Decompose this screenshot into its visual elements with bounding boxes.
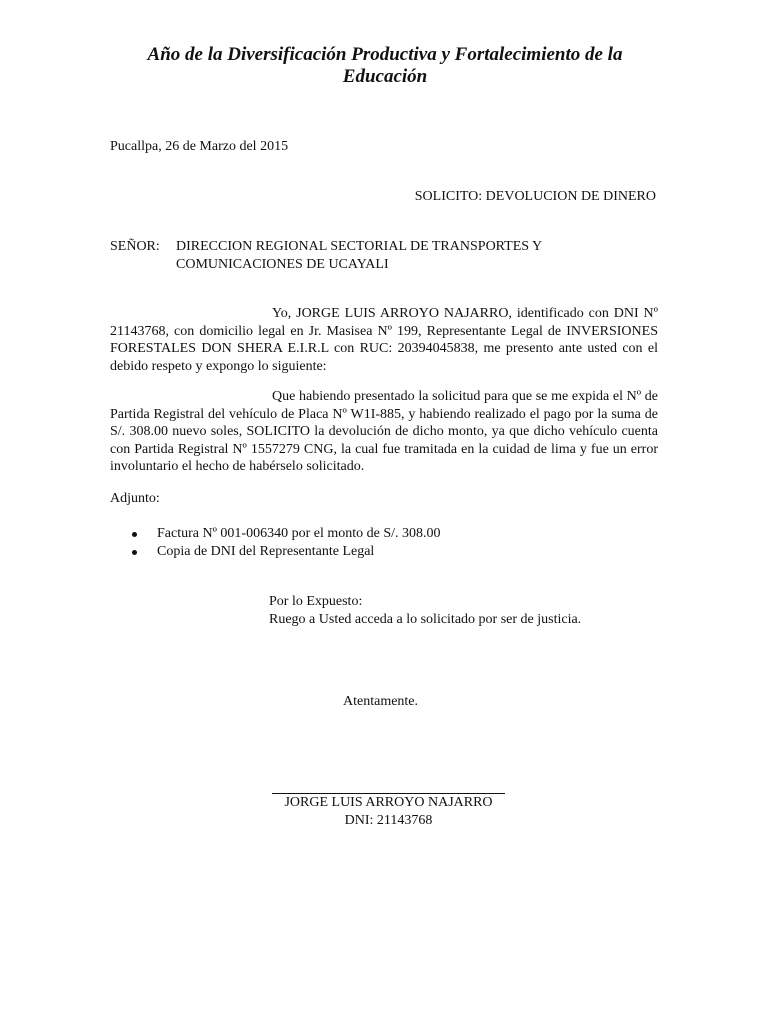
- closing-line-2: Ruego a Usted acceda a lo solicitado por ser de justicia.: [269, 612, 582, 627]
- addressee-label: SEÑOR:: [110, 239, 160, 254]
- bullet-icon: [132, 550, 137, 555]
- addressee-name-line-2: COMUNICACIONES DE UCAYALI: [176, 257, 389, 272]
- addressee-block: [110, 238, 670, 274]
- attachment-text: Factura Nº 001-006340 por el monto de S/. 308.00: [157, 526, 441, 541]
- closing-line-1: Por lo Expuesto:: [269, 594, 363, 609]
- signature-name: JORGE LUIS ARROYO NAJARRO: [284, 795, 493, 810]
- addressee-name-line-1: DIRECCION REGIONAL SECTORIAL DE TRANSPORTES Y: [176, 239, 543, 254]
- document-motto: [100, 44, 670, 88]
- subject-line: SOLICITO: DEVOLUCION DE DINERO: [414, 189, 656, 204]
- signature-dni: DNI: 21143768: [344, 813, 433, 828]
- bullet-icon: [132, 532, 137, 537]
- motto-line-1: Año de la Diversificación Productiva y Fortalecimiento de la: [147, 44, 623, 65]
- paragraph-request-text: Que habiendo presentado la solicitud para que se me expida el Nº de Partida Registral del vehículo de Placa Nº W1I-885, y habiendo realizado el pago por la suma de S/. 308.00 nuevo soles, SOLICITO la devolución de dicho monto, ya que dicho vehículo cuenta con Partida Registral Nº 1557279 CNG, la cual fue tramitada en la cuidad de lima y fue un error involuntario el hecho de habérselo solicitado.: [110, 389, 658, 474]
- paragraph-request: [110, 388, 658, 476]
- paragraph-introduction-text: Yo, JORGE LUIS ARROYO NAJARRO, identificado con DNI Nº 21143768, con domicilio legal en Jr. Masisea Nº 199, Representante Legal de INVERSIONES FORESTALES DON SHERA E.I.R.L con RUC: 20394045838, me presento ante usted con el debido respeto y expongo lo siguiente:: [110, 306, 658, 374]
- addressee-line-1: [110, 238, 670, 256]
- attachments-list: [110, 525, 441, 561]
- regards-text: Atentamente.: [343, 694, 419, 709]
- motto-line-2: Educación: [342, 66, 428, 87]
- list-item: [110, 543, 441, 561]
- closing-block: [269, 593, 581, 629]
- place-date: Pucallpa, 26 de Marzo del 2015: [110, 139, 289, 154]
- paragraph-introduction: [110, 305, 658, 375]
- attachments-label: Adjunto:: [110, 491, 160, 506]
- list-item: [110, 525, 441, 543]
- attachment-text: Copia de DNI del Representante Legal: [157, 544, 375, 559]
